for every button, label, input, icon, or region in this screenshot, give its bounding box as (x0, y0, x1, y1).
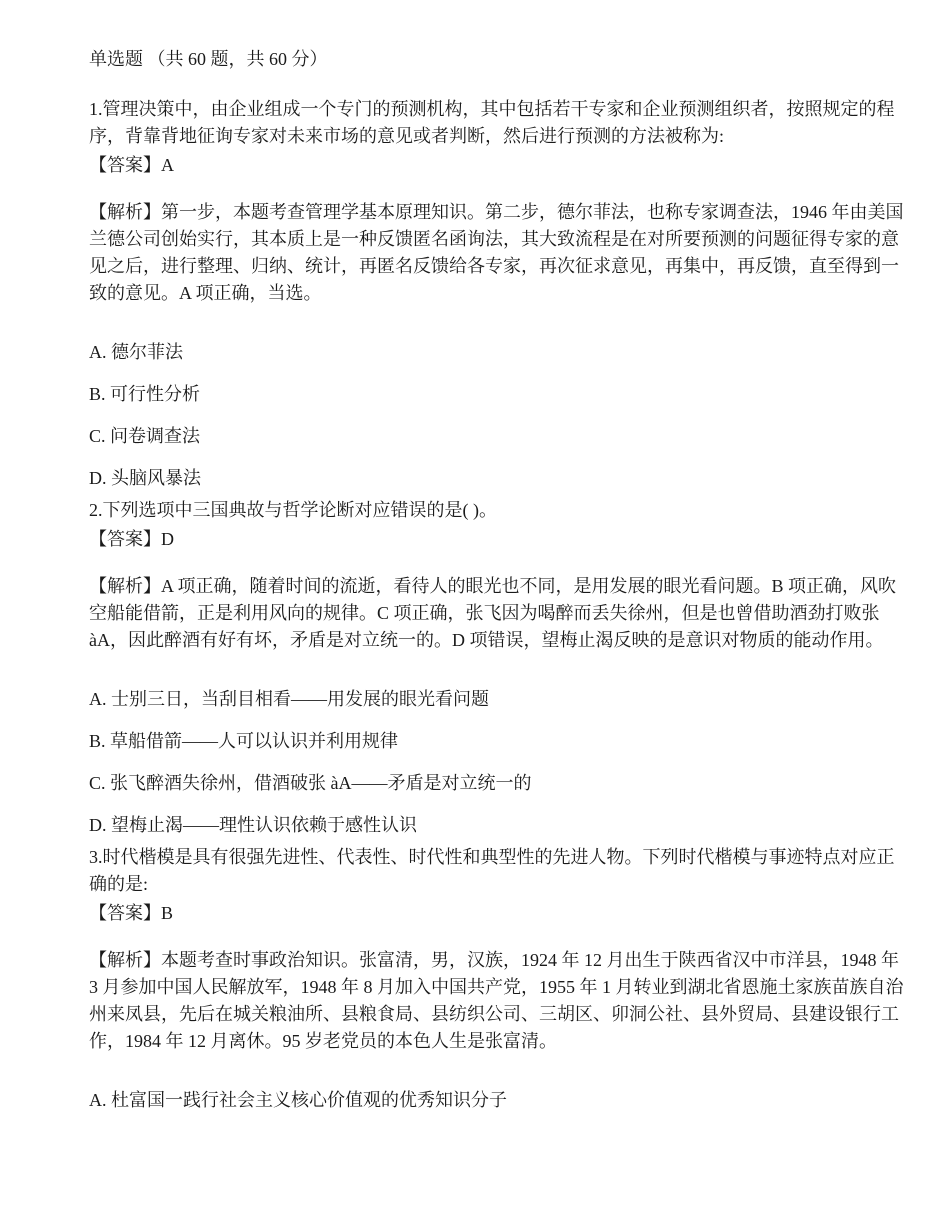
option-list (89, 337, 910, 493)
answer-line: 【答案】B (89, 903, 174, 923)
option-item: D. 望梅止渴——理性认识依赖于感性认识 (89, 815, 417, 835)
answer-line: 【答案】D (89, 529, 174, 549)
option-item: B. 可行性分析 (89, 384, 201, 404)
option-item: A. 士别三日，当刮目相看——用发展的眼光看问题 (89, 689, 489, 709)
question-block (89, 96, 910, 493)
section-header: 单选题 （共 60 题，共 60 分） (89, 49, 328, 69)
option-item: B. 草船借箭——人可以认识并利用规律 (89, 731, 399, 751)
question-block (89, 844, 910, 1115)
answer-line: 【答案】A (89, 155, 174, 175)
analysis-paragraph: 【解析】第一步，本题考查管理学基本原理知识。第二步，德尔菲法，也称专家调查法，1946 年由美国兰德公司创始实行，其本质上是一种反馈匿名函询法，其大致流程是在对所要预测的问题征得专家的意见之后，进行整理、归纳、统计，再匿名反馈给各专家，再次征求意见，再集中，再反馈，直至得到一致的意见。A 项正确，当选。 (89, 202, 904, 303)
question-stem: 3.时代楷模是具有很强先进性、代表性、时代性和典型性的先进人物。下列时代楷模与事迹特点对应正确的是: (89, 847, 895, 894)
option-item: C. 问卷调查法 (89, 426, 201, 446)
option-list (89, 684, 910, 840)
option-item: D. 头脑风暴法 (89, 468, 201, 488)
question-block (89, 497, 910, 840)
analysis-paragraph: 【解析】A 项正确，随着时间的流逝，看待人的眼光也不同，是用发展的眼光看问题。B 项正确，风吹空船能借箭，正是利用风向的规律。C 项正确，张飞因为喝醉而丢失徐州，但是也曾借助酒劲打败张 àA，因此醉酒有好有坏，矛盾是对立统一的。D 项错误，望梅止渴反映的是意识对物质的能动作用。 (89, 576, 897, 650)
question-stem: 2.下列选项中三国典故与哲学论断对应错误的是( )。 (89, 500, 497, 520)
option-item: C. 张飞醉酒失徐州，借酒破张 àA——矛盾是对立统一的 (89, 773, 532, 793)
option-item: A. 德尔菲法 (89, 342, 183, 362)
question-stem: 1.管理决策中，由企业组成一个专门的预测机构，其中包括若干专家和企业预测组织者，按照规定的程序，背靠背地征询专家对未来市场的意见或者判断，然后进行预测的方法被称为: (89, 99, 895, 146)
question-list (89, 96, 910, 1115)
option-item: A. 杜富国一践行社会主义核心价值观的优秀知识分子 (89, 1090, 507, 1110)
option-list (89, 1085, 910, 1115)
analysis-paragraph: 【解析】本题考查时事政治知识。张富清，男，汉族，1924 年 12 月出生于陕西省汉中市洋县，1948 年 3 月参加中国人民解放军，1948 年 8 月加入中国共产党，1955 年 1 月转业到湖北省恩施土家族苗族自治州来凤县，先后在城关粮油所、县粮食局、县纺织公司、三胡区、卯洞公社、县外贸局、县建设银行工作，1984 年 12 月离休。95 岁老党员的本色人生是张富清。 (89, 950, 904, 1051)
